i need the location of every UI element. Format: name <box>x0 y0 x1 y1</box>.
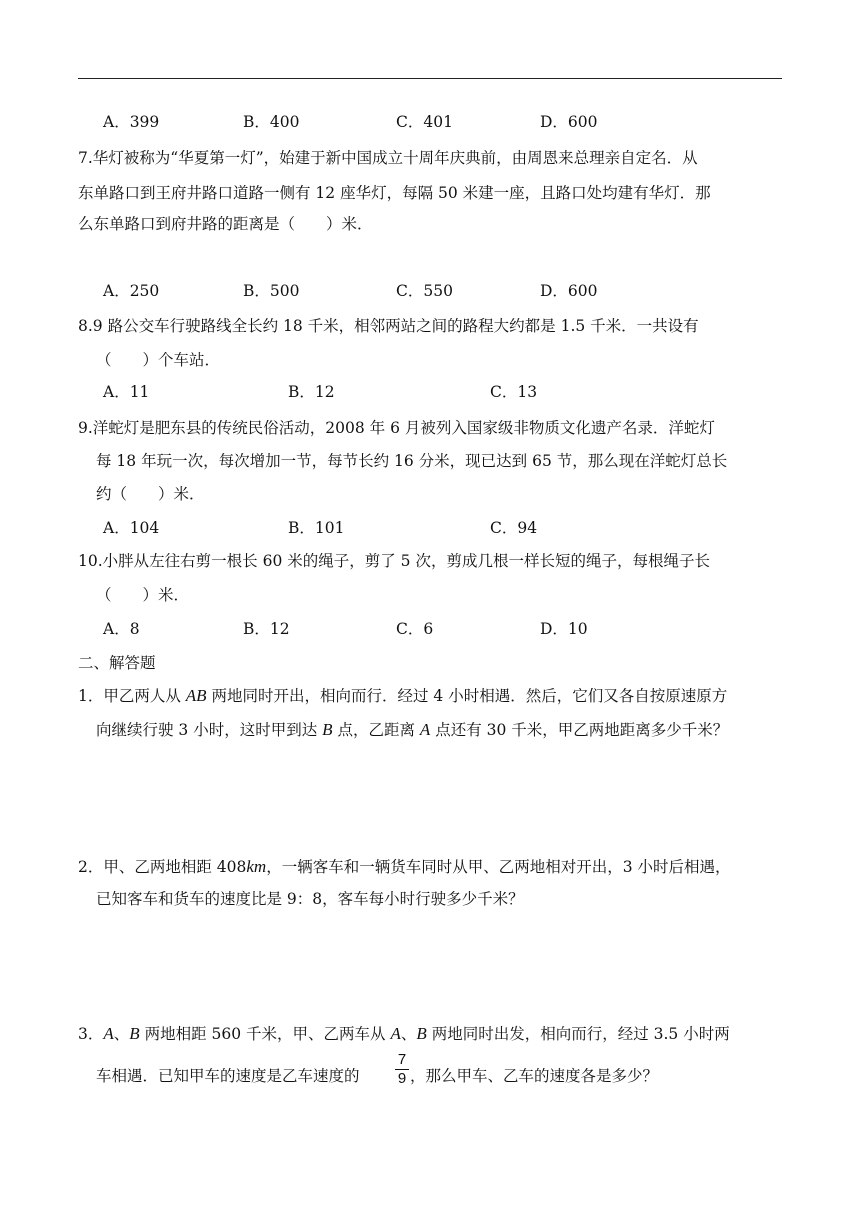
p2-text: 2．甲、乙两地相距 408 <box>78 858 247 876</box>
p2-text-line: 已知客车和货车的速度比是 9：8，客车每小时行驶多少千米？ <box>96 890 524 908</box>
q9-option-b[interactable]: B．101 <box>288 519 345 537</box>
p3-math-b: B <box>129 1024 140 1043</box>
p3-text: 两地相距 560 千米，甲、乙两车从 <box>139 1025 391 1043</box>
p1-text: 点，乙距离 <box>332 721 420 739</box>
q10-option-a[interactable]: A．8 <box>103 620 140 638</box>
p1-text: 向继续行驶 3 小时，这时甲到达 <box>96 721 323 739</box>
p1-text: 1．甲乙两人从 <box>78 687 186 705</box>
p1-text: 点还有 30 千米，甲乙两地距离多少千米？ <box>430 721 729 739</box>
q10-option-d[interactable]: D．10 <box>540 620 588 638</box>
q8-option-a[interactable]: A．11 <box>103 383 150 401</box>
q9-option-a[interactable]: A．104 <box>103 519 160 537</box>
q8-option-b[interactable]: B．12 <box>288 383 335 401</box>
q6-option-a[interactable]: A．399 <box>103 113 160 131</box>
q7-text-line: 么东单路口到府井路的距离是（ ）米． <box>78 215 373 233</box>
p1-text: 两地同时开出，相向而行．经过 4 小时相遇．然后，它们又各自按原速原方 <box>206 687 728 705</box>
p3-text-line: ，那么甲车、乙车的速度各是多少？ <box>410 1067 659 1085</box>
q7-text-line: 东单路口到王府井路口道路一侧有 12 座华灯，每隔 50 米建一座，且路口处均建有华灯．那 <box>78 184 711 202</box>
q7-text-line: 7.华灯被称为“华夏第一灯”，始建于新中国成立十周年庆典前，由周恩来总理亲自定名．从 <box>78 149 698 167</box>
p3-text: 两地同时出发，相向而行，经过 3.5 小时两 <box>426 1025 730 1043</box>
q9-text-line: 9.洋蛇灯是肥东县的传统民俗活动，2008 年 6 月被列入国家级非物质文化遗产名录．洋蛇灯 <box>78 419 715 437</box>
p3-text: 、 <box>400 1025 417 1043</box>
p3-text-line <box>78 1024 730 1044</box>
fraction-seven-ninths <box>395 1052 409 1087</box>
p1-math-b: B <box>322 720 333 739</box>
p1-math-a: A <box>419 720 431 739</box>
q9-option-c[interactable]: C．94 <box>490 519 538 537</box>
p3-text: 、 <box>113 1025 130 1043</box>
q10-text-line: （ ）米． <box>96 586 190 604</box>
section-title: 二、解答题 <box>78 654 156 672</box>
q8-option-c[interactable]: C．13 <box>490 383 538 401</box>
q10-option-b[interactable]: B．12 <box>243 620 290 638</box>
p2-text: ，一辆客车和一辆货车同时从甲、乙两地相对开出，3 小时后相遇， <box>266 858 731 876</box>
q9-text-line: 每 18 年玩一次，每次增加一节，每节长约 16 分米，现已达到 65 节，那么现在洋蛇灯总长 <box>96 452 728 470</box>
q10-option-c[interactable]: C．6 <box>396 620 434 638</box>
q6-option-c[interactable]: C．401 <box>396 113 453 131</box>
p3-text-line: 车相遇．已知甲车的速度是乙车速度的 <box>96 1067 360 1085</box>
q8-text-line: 8.9 路公交车行驶路线全长约 18 千米，相邻两站之间的路程大约都是 1.5 千米．一共设有 <box>78 317 699 335</box>
p2-unit-km: km <box>246 857 267 876</box>
p3-text: 3． <box>78 1025 104 1043</box>
q9-text-line: 约（ ）米． <box>96 485 205 503</box>
q6-option-d[interactable]: D．600 <box>540 113 598 131</box>
q7-option-a[interactable]: A．250 <box>103 282 160 300</box>
fraction-denominator: 9 <box>397 1070 407 1087</box>
q6-option-b[interactable]: B．400 <box>243 113 300 131</box>
fraction-numerator: 7 <box>397 1051 407 1068</box>
q8-text-line: （ ）个车站． <box>96 351 221 369</box>
p1-math-ab: AB <box>185 686 207 705</box>
q10-text-line: 10.小胖从左往右剪一根长 60 米的绳子，剪了 5 次，剪成几根一样长短的绳子，每根绳子长 <box>78 552 710 570</box>
q7-option-c[interactable]: C．550 <box>396 282 453 300</box>
p3-math-a: A <box>390 1024 401 1043</box>
p1-text-line <box>78 686 727 706</box>
p3-math-a: A <box>103 1024 114 1043</box>
q7-option-b[interactable]: B．500 <box>243 282 300 300</box>
p3-math-b: B <box>416 1024 427 1043</box>
p1-text-line <box>96 720 728 740</box>
q7-option-d[interactable]: D．600 <box>540 282 598 300</box>
header-rule <box>78 78 782 79</box>
p2-text-line <box>78 857 731 877</box>
